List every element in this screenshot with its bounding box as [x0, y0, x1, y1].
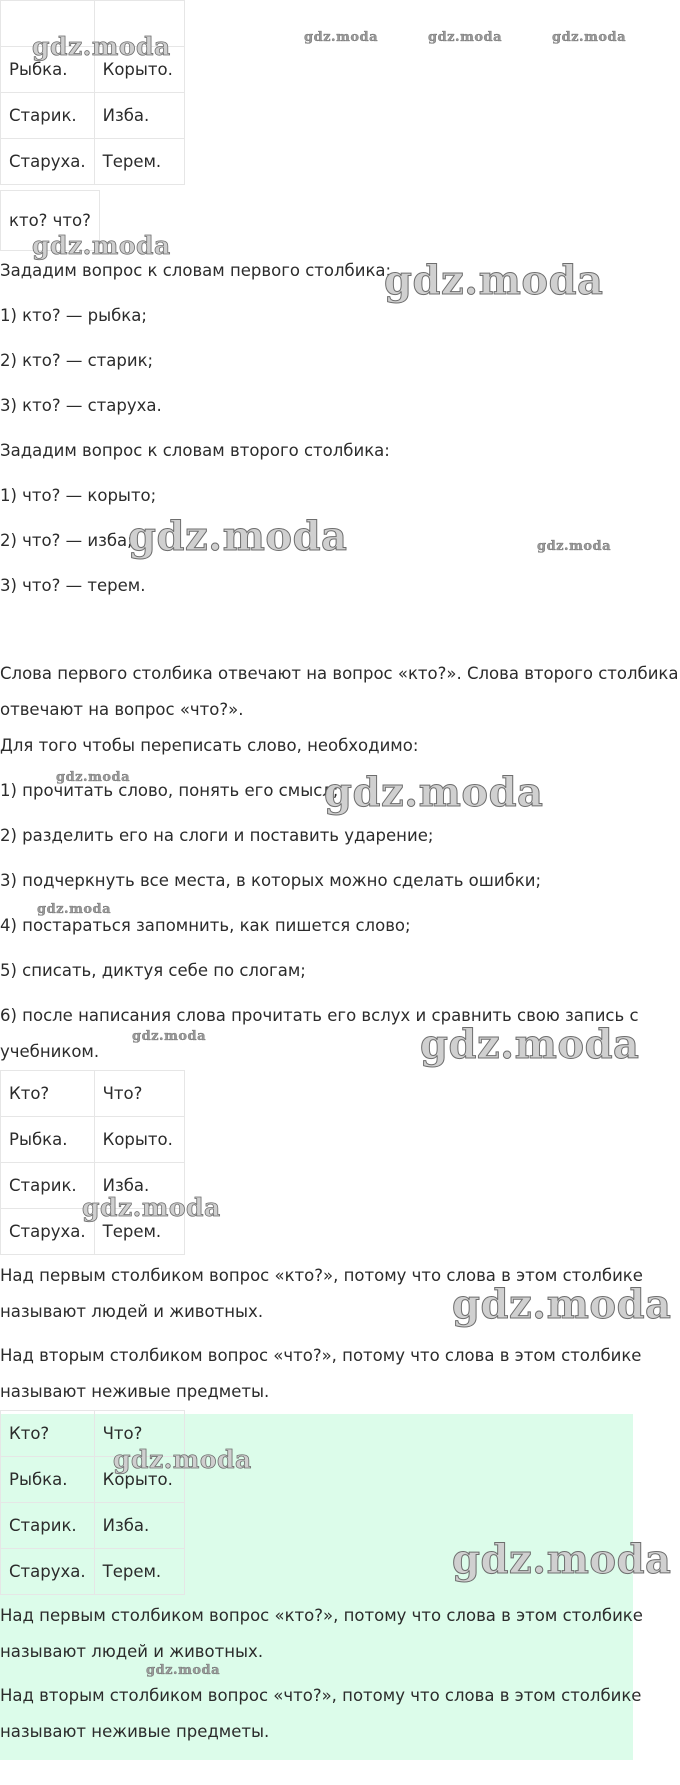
table-row: [1, 1457, 185, 1503]
table-cell: Старик.: [1, 93, 95, 139]
table-row: [1, 1117, 185, 1163]
step-item: 1) прочитать слово, понять его смысл;: [0, 781, 339, 800]
table-row: [1, 1549, 185, 1595]
steps-intro: Для того чтобы переписать слово, необходимо:: [0, 736, 419, 755]
table-cell: Рыбка.: [1, 47, 95, 93]
intro-first-column: Зададим вопрос к словам первого столбика:: [0, 261, 392, 280]
step-item-continued: учебником.: [0, 1042, 100, 1061]
watermark: gdz.moda: [128, 513, 348, 560]
watermark: gdz.moda: [82, 1193, 221, 1222]
table-cell: Корыто.: [94, 1457, 184, 1503]
watermark: gdz.moda: [552, 30, 627, 45]
table-cell: Изба.: [94, 1163, 184, 1209]
table-cell: Корыто.: [94, 1117, 184, 1163]
watermark: gdz.moda: [113, 1445, 252, 1474]
list-item: 1) что? — корыто;: [0, 486, 157, 505]
table-cell: Старуха.: [1, 1209, 95, 1255]
conclusion-line-1: Слова первого столбика отвечают на вопрос «кто?». Слова второго столбика: [0, 664, 679, 683]
explain-line: называют неживые предметы.: [0, 1382, 270, 1401]
watermark: gdz.moda: [56, 770, 131, 785]
table-cell: Терем.: [94, 139, 184, 185]
table-row: [1, 1209, 185, 1255]
watermark: gdz.moda: [304, 30, 379, 45]
table-row: [1, 47, 185, 93]
list-item: 2) что? — изба;: [0, 531, 133, 550]
watermark: gdz.moda: [452, 1281, 672, 1328]
table-cell: Изба.: [94, 1503, 184, 1549]
watermark: gdz.moda: [132, 1029, 207, 1044]
table-cell: Старик.: [1, 1163, 95, 1209]
table-row: [1, 1503, 185, 1549]
table-cell: Рыбка.: [1, 1457, 95, 1503]
table-cell: Кто?: [1, 1071, 95, 1117]
explain-line: Над первым столбиком вопрос «кто?», потому что слова в этом столбике: [0, 1606, 643, 1625]
table-cell: Кто?: [1, 1411, 95, 1457]
table-cell: Рыбка.: [1, 1117, 95, 1163]
table-row: [1, 139, 185, 185]
table-row: [1, 1163, 185, 1209]
table-cell: Изба.: [94, 93, 184, 139]
explain-line: называют неживые предметы.: [0, 1722, 270, 1741]
question-cell: кто? что?: [1, 191, 100, 251]
table-cell: Терем.: [94, 1209, 184, 1255]
watermark: gdz.moda: [32, 32, 171, 61]
table-cell: Терем.: [94, 1549, 184, 1595]
conclusion-line-2: отвечают на вопрос «что?».: [0, 700, 244, 719]
table-row: [1, 1071, 185, 1117]
step-item: 6) после написания слова прочитать его вслух и сравнить свою запись с: [0, 1006, 639, 1025]
watermark: gdz.moda: [420, 1021, 640, 1068]
watermark: gdz.moda: [146, 1663, 221, 1678]
explain-line: Над первым столбиком вопрос «кто?», потому что слова в этом столбике: [0, 1266, 643, 1285]
explain-line: Над вторым столбиком вопрос «что?», потому что слова в этом столбике: [0, 1686, 642, 1705]
words-table-1: [0, 0, 185, 185]
step-item: 4) постараться запомнить, как пишется слово;: [0, 916, 411, 935]
watermark: gdz.moda: [324, 769, 544, 816]
watermark: gdz.moda: [32, 231, 171, 260]
step-item: 2) разделить его на слоги и поставить ударение;: [0, 826, 434, 845]
explain-line: называют людей и животных.: [0, 1302, 264, 1321]
words-table-2: [0, 1070, 185, 1255]
list-item: 2) кто? — старик;: [0, 351, 154, 370]
table-row: [1, 191, 100, 251]
table-cell: [1, 1, 95, 47]
step-item: 3) подчеркнуть все места, в которых можно сделать ошибки;: [0, 871, 542, 890]
table-cell: Старуха.: [1, 139, 95, 185]
explain-line: называют людей и животных.: [0, 1642, 264, 1661]
explain-line: Над вторым столбиком вопрос «что?», потому что слова в этом столбике: [0, 1346, 642, 1365]
table-row: [1, 93, 185, 139]
table-cell: [94, 1, 184, 47]
table-cell: Старуха.: [1, 1549, 95, 1595]
step-item: 5) списать, диктуя себе по слогам;: [0, 961, 306, 980]
watermark: gdz.moda: [452, 1536, 672, 1583]
table-cell: Что?: [94, 1411, 184, 1457]
question-table: [0, 190, 100, 251]
watermark: gdz.moda: [37, 902, 112, 917]
watermark: gdz.moda: [384, 257, 604, 304]
watermark: gdz.moda: [428, 30, 503, 45]
table-cell: Старик.: [1, 1503, 95, 1549]
table-row: [1, 1, 185, 47]
watermark: gdz.moda: [537, 539, 612, 554]
words-table-3: [0, 1410, 185, 1595]
table-row: [1, 1411, 185, 1457]
intro-second-column: Зададим вопрос к словам второго столбика:: [0, 441, 390, 460]
table-cell: Корыто.: [94, 47, 184, 93]
list-item: 1) кто? — рыбка;: [0, 306, 147, 325]
list-item: 3) что? — терем.: [0, 576, 146, 595]
list-item: 3) кто? — старуха.: [0, 396, 162, 415]
table-cell: Что?: [94, 1071, 184, 1117]
